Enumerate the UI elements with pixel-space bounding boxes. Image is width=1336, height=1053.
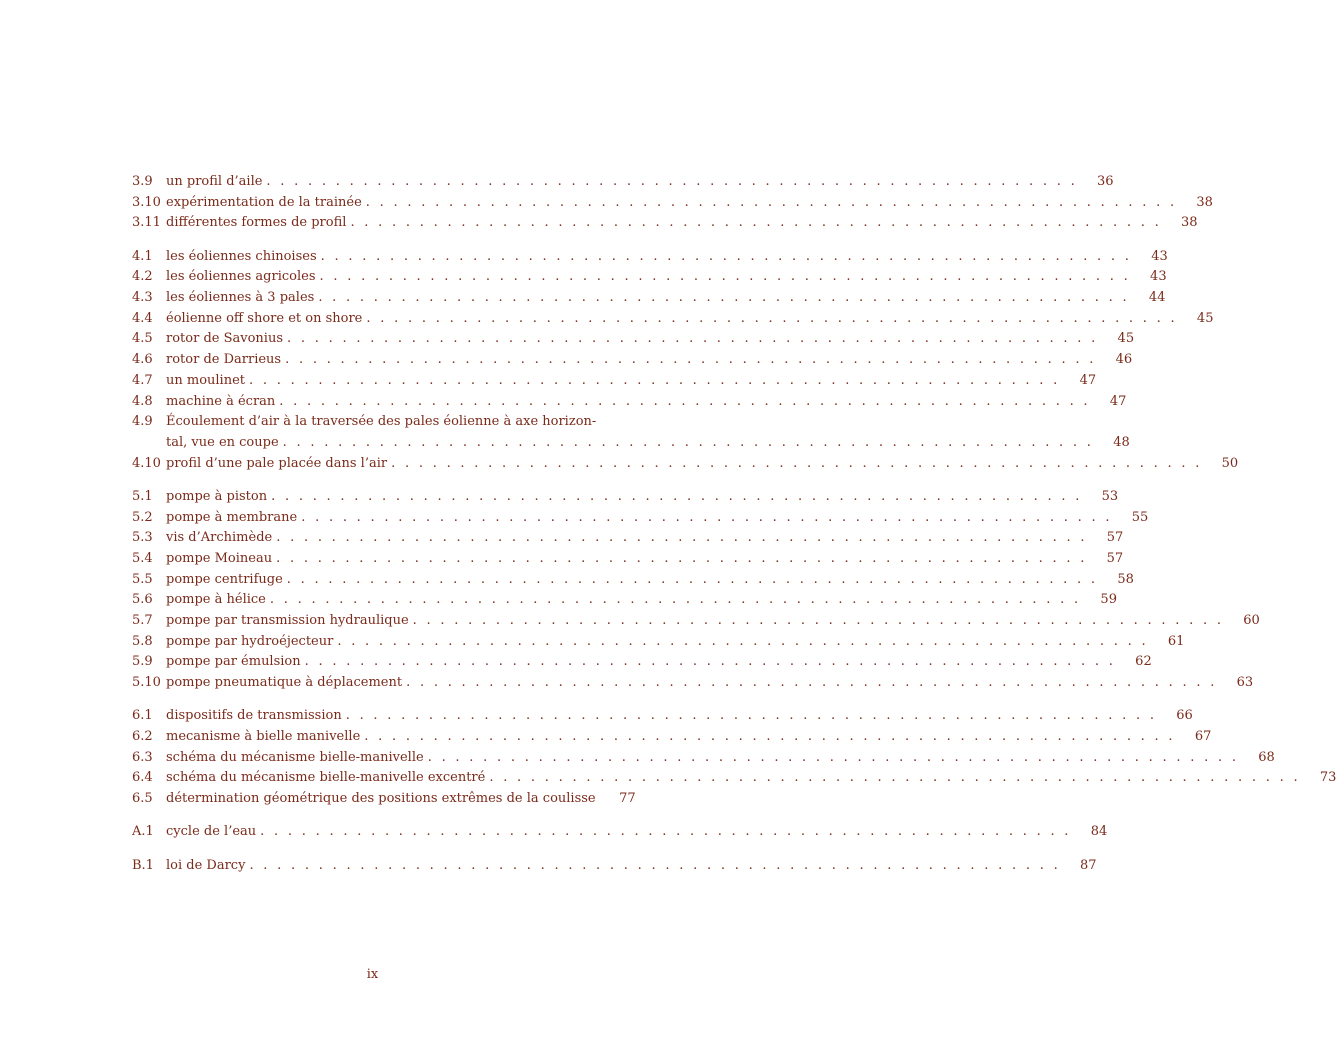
page-number: 77 — [619, 791, 636, 807]
figure-number: 5.4 — [132, 550, 153, 566]
page-number: 53 — [1101, 488, 1119, 504]
figure-number: 6.2 — [132, 729, 153, 745]
page-number: 45 — [1117, 331, 1135, 347]
figure-number: 6.3 — [132, 749, 153, 765]
figure-title: schéma du mécanisme bielle-manivelle — [166, 749, 424, 765]
dot-leader: . . . . . . . . . . . . . . . . . . . . . . . . . . . . . . . . . . . . . . . . . . . . . . . . . . . . . . . . . . . — [318, 290, 1130, 306]
page-number: 61 — [1167, 633, 1185, 649]
dot-leader: . . . . . . . . . . . . . . . . . . . . . . . . . . . . . . . . . . . . . . . . . . . . . . . . . . . . . . . . . . . — [279, 393, 1091, 409]
toc-entry[interactable] — [132, 267, 1167, 288]
page-number: 63 — [1236, 675, 1254, 691]
page-number: 36 — [1096, 174, 1114, 189]
dot-leader: . . . . . . . . . . . . . . . . . . . . . . . . . . . . . . . . . . . . . . . . . . . . . . . . . . . . . . . . . . . — [276, 530, 1088, 546]
toc-entry[interactable] — [132, 727, 1212, 748]
toc-entry[interactable] — [132, 528, 1124, 549]
figure-number: A.1 — [132, 824, 154, 840]
dot-leader: . . . . . . . . . . . . . . . . . . . . . . . . . . . . . . . . . . . . . . . . . . . . . . . . . . . . . . . . . . . — [286, 571, 1098, 587]
toc-entry[interactable] — [132, 673, 1254, 694]
page-number: 48 — [1113, 434, 1130, 450]
figure-title: pompe Moineau — [166, 550, 273, 566]
toc-entry[interactable] — [132, 329, 1135, 350]
dot-leader: . . . . . . . . . . . . . . . . . . . . . . . . . . . . . . . . . . . . . . . . . . . . . . . . . . . . . . . . . . . — [266, 174, 1078, 189]
figure-title: pompe pneumatique à déplacement — [166, 675, 403, 691]
figure-title-continuation: tal, vue en coupe — [166, 434, 279, 450]
figure-title: les éoliennes chinoises — [166, 248, 317, 264]
figure-title: pompe à membrane — [166, 509, 298, 525]
toc-group — [132, 706, 1336, 810]
toc-entry[interactable] — [132, 706, 1193, 727]
figure-title: profil d’une pale placée dans l’air — [166, 455, 388, 471]
dot-leader: . . . . . . . . . . . . . . . . . . . . . . . . . . . . . . . . . . . . . . . . . . . . . . . . . . . . . . . . . . . — [304, 654, 1116, 670]
figure-title: un moulinet — [166, 372, 246, 388]
toc-entry[interactable] — [132, 247, 1168, 268]
figure-title: pompe par transmission hydraulique — [166, 613, 409, 629]
page-number: 45 — [1196, 310, 1214, 326]
list-of-figures — [132, 172, 1336, 889]
dot-leader: . . . . . . . . . . . . . . . . . . . . . . . . . . . . . . . . . . . . . . . . . . . . . . . . . . . . . . . . . . . — [249, 857, 1061, 873]
figure-title: vis d’Archimède — [166, 530, 273, 546]
toc-entry[interactable] — [132, 508, 1149, 529]
figure-number: 4.6 — [132, 352, 153, 368]
dot-leader: . . . . . . . . . . . . . . . . . . . . . . . . . . . . . . . . . . . . . . . . . . . . . . . . . . . . . . . . . . . — [249, 372, 1061, 388]
dot-leader: . . . . . . . . . . . . . . . . . . . . . . . . . . . . . . . . . . . . . . . . . . . . . . . . . . . . . . . . . . . — [285, 352, 1097, 368]
dot-leader: . . . . . . . . . . . . . . . . . . . . . . . . . . . . . . . . . . . . . . . . . . . . . . . . . . . . . . . . . . . — [350, 215, 1162, 231]
page-number: 46 — [1115, 352, 1133, 368]
figure-number: 3.9 — [132, 174, 153, 189]
page-number: 87 — [1079, 857, 1097, 873]
page-number: 55 — [1131, 509, 1149, 525]
page-number: 38 — [1196, 194, 1213, 210]
page-number: 50 — [1221, 455, 1239, 471]
page-number: 62 — [1135, 654, 1152, 670]
figure-number: 5.10 — [132, 675, 161, 691]
toc-group — [132, 822, 1108, 843]
figure-title: pompe à hélice — [166, 592, 266, 608]
page-number: 59 — [1100, 592, 1117, 608]
figure-title: différentes formes de profil — [166, 215, 347, 231]
toc-group — [132, 172, 1213, 234]
figure-number: 5.6 — [132, 592, 153, 608]
dot-leader: . . . . . . . . . . . . . . . . . . . . . . . . . . . . . . . . . . . . . . . . . . . . . . . . . . . . . . . . . . . — [364, 729, 1176, 745]
figure-title: pompe à piston — [166, 488, 268, 504]
toc-entry[interactable] — [132, 768, 1336, 789]
figure-number: 5.5 — [132, 571, 153, 587]
figure-number: 5.8 — [132, 633, 153, 649]
toc-entry[interactable] — [132, 454, 1239, 475]
toc-entry[interactable] — [132, 309, 1214, 330]
dot-leader: . . . . . . . . . . . . . . . . . . . . . . . . . . . . . . . . . . . . . . . . . . . . . . . . . . . . . . . . . . . — [287, 331, 1099, 347]
figure-title: Écoulement d’air à la traversée des pales éolienne à axe horizon- — [166, 414, 597, 430]
page-number: 60 — [1243, 613, 1260, 629]
dot-leader: . . . . . . . . . . . . . . . . . . . . . . . . . . . . . . . . . . . . . . . . . . . . . . . . . . . . . . . . . . . — [282, 434, 1094, 450]
toc-entry[interactable] — [132, 172, 1114, 193]
footer-page-number: ix — [366, 967, 379, 982]
dot-leader: . . . . . . . . . . . . . . . . . . . . . . . . . . . . . . . . . . . . . . . . . . . . . . . . . . . . . . . . . . . — [319, 269, 1131, 285]
toc-entry[interactable] — [132, 487, 1119, 508]
toc-entry[interactable] — [132, 213, 1198, 234]
figure-title: pompe par hydroéjecteur — [166, 633, 334, 649]
figure-number: 3.10 — [132, 194, 161, 210]
toc-group — [132, 856, 1097, 877]
toc-entry[interactable] — [132, 822, 1108, 843]
toc-entry[interactable] — [132, 570, 1134, 591]
figure-number: 3.11 — [132, 215, 161, 231]
figure-number: 5.3 — [132, 530, 153, 546]
figure-number: 6.5 — [132, 791, 153, 807]
page-number: 47 — [1079, 372, 1097, 388]
figure-number: 5.2 — [132, 509, 153, 525]
toc-entry[interactable] — [132, 632, 1185, 653]
page-number: 47 — [1109, 393, 1127, 409]
page-number: 73 — [1319, 770, 1336, 786]
figure-number: 4.3 — [132, 290, 153, 306]
toc-entry[interactable] — [132, 350, 1133, 371]
dot-leader: . . . . . . . . . . . . . . . . . . . . . . . . . . . . . . . . . . . . . . . . . . . . . . . . . . . . . . . . . . . — [366, 310, 1178, 326]
figure-title: détermination géométrique des positions extrêmes de la coulisse — [166, 791, 596, 807]
figure-number: 4.7 — [132, 372, 153, 388]
toc-entry[interactable] — [132, 371, 1097, 392]
toc-entry[interactable] — [132, 392, 1127, 413]
figure-number: 5.9 — [132, 654, 153, 670]
figure-title: loi de Darcy — [166, 857, 246, 873]
toc-entry[interactable] — [132, 412, 1130, 453]
page-number: 84 — [1090, 824, 1108, 840]
figure-title: éolienne off shore et on shore — [166, 310, 363, 326]
toc-entry[interactable] — [132, 652, 1152, 673]
dot-leader: . . . . . . . . . . . . . . . . . . . . . . . . . . . . . . . . . . . . . . . . . . . . . . . . . . . . . . . . . . . — [489, 770, 1301, 786]
dot-leader: . . . . . . . . . . . . . . . . . . . . . . . . . . . . . . . . . . . . . . . . . . . . . . . . . . . . . . . . . . . — [260, 824, 1072, 840]
figure-number: 4.9 — [132, 414, 153, 430]
figure-title: pompe centrifuge — [166, 571, 283, 587]
dot-leader: . . . . . . . . . . . . . . . . . . . . . . . . . . . . . . . . . . . . . . . . . . . . . . . . . . . . . . . . . . . — [412, 613, 1224, 629]
figure-title: mecanisme à bielle manivelle — [166, 729, 361, 745]
figure-title: cycle de l’eau — [166, 824, 257, 840]
figure-number: 4.5 — [132, 331, 153, 347]
dot-leader: . . . . . . . . . . . . . . . . . . . . . . . . . . . . . . . . . . . . . . . . . . . . . . . . . . . . . . . . . . . — [301, 509, 1113, 525]
toc-entry[interactable] — [132, 590, 1117, 611]
page-number: 68 — [1258, 749, 1275, 765]
page-number: 43 — [1150, 269, 1167, 285]
figure-title: pompe par émulsion — [166, 654, 301, 670]
figure-title: les éoliennes agricoles — [166, 269, 316, 285]
dot-leader: . . . . . . . . . . . . . . . . . . . . . . . . . . . . . . . . . . . . . . . . . . . . . . . . . . . . . . . . . . . — [271, 488, 1083, 504]
toc-entry[interactable] — [132, 549, 1124, 570]
dot-leader: . . . . . . . . . . . . . . . . . . . . . . . . . . . . . . . . . . . . . . . . . . . . . . . . . . . . . . . . . . . — [320, 248, 1132, 264]
figure-number: 6.4 — [132, 770, 153, 786]
figure-number: 4.4 — [132, 310, 153, 326]
figure-number: 5.7 — [132, 613, 153, 629]
dot-leader: . . . . . . . . . . . . . . . . . . . . . . . . . . . . . . . . . . . . . . . . . . . . . . . . . . . . . . . . . . . — [269, 592, 1081, 608]
page-number: 38 — [1180, 215, 1198, 231]
toc-entry[interactable] — [132, 193, 1213, 214]
dot-leader: . . . . . . . . . . . . . . . . . . . . . . . . . . . . . . . . . . . . . . . . . . . . . . . . . . . . . . . . . . . — [345, 708, 1157, 724]
figure-title: machine à écran — [166, 393, 276, 409]
dot-leader: . . . . . . . . . . . . . . . . . . . . . . . . . . . . . . . . . . . . . . . . . . . . . . . . . . . . . . . . . . . — [276, 550, 1088, 566]
figure-number: 4.8 — [132, 393, 153, 409]
dot-leader: . . . . . . . . . . . . . . . . . . . . . . . . . . . . . . . . . . . . . . . . . . . . . . . . . . . . . . . . . . . — [427, 749, 1239, 765]
figure-title: les éoliennes à 3 pales — [166, 290, 315, 306]
figure-number: 4.10 — [132, 455, 161, 471]
page-number: 67 — [1194, 729, 1212, 745]
toc-entry[interactable] — [132, 611, 1260, 632]
dot-leader: . . . . . . . . . . . . . . . . . . . . . . . . . . . . . . . . . . . . . . . . . . . . . . . . . . . . . . . . . . . — [391, 455, 1203, 471]
page-number: 58 — [1117, 571, 1134, 587]
toc-entry[interactable] — [132, 789, 636, 810]
figure-title: rotor de Savonius — [166, 331, 283, 347]
page-number: 43 — [1151, 248, 1168, 264]
figure-number: 4.2 — [132, 269, 153, 285]
figure-number: 5.1 — [132, 488, 153, 504]
figure-title: dispositifs de transmission — [166, 708, 342, 724]
page-number: 66 — [1176, 708, 1193, 724]
dot-leader: . . . . . . . . . . . . . . . . . . . . . . . . . . . . . . . . . . . . . . . . . . . . . . . . . . . . . . . . . . . — [406, 675, 1218, 691]
toc-entry[interactable] — [132, 856, 1097, 877]
figure-title: expérimentation de la trainée — [166, 194, 362, 210]
figure-number: B.1 — [132, 857, 154, 873]
toc-entry[interactable] — [132, 288, 1166, 309]
toc-group — [132, 247, 1239, 475]
figure-number: 4.1 — [132, 248, 153, 264]
figure-title: un profil d’aile — [166, 174, 263, 189]
page-number: 44 — [1148, 290, 1166, 306]
dot-leader: . . . . . . . . . . . . . . . . . . . . . . . . . . . . . . . . . . . . . . . . . . . . . . . . . . . . . . . . . . . — [337, 633, 1149, 649]
toc-group — [132, 487, 1260, 694]
figure-title: rotor de Darrieus — [166, 352, 282, 368]
page-number: 57 — [1106, 530, 1124, 546]
dot-leader: . . . . . . . . . . . . . . . . . . . . . . . . . . . . . . . . . . . . . . . . . . . . . . . . . . . . . . . . . . . — [365, 194, 1177, 210]
page-number: 57 — [1106, 550, 1124, 566]
toc-entry[interactable] — [132, 748, 1275, 769]
figure-title: schéma du mécanisme bielle-manivelle excentré — [166, 770, 486, 786]
figure-number: 6.1 — [132, 708, 153, 724]
